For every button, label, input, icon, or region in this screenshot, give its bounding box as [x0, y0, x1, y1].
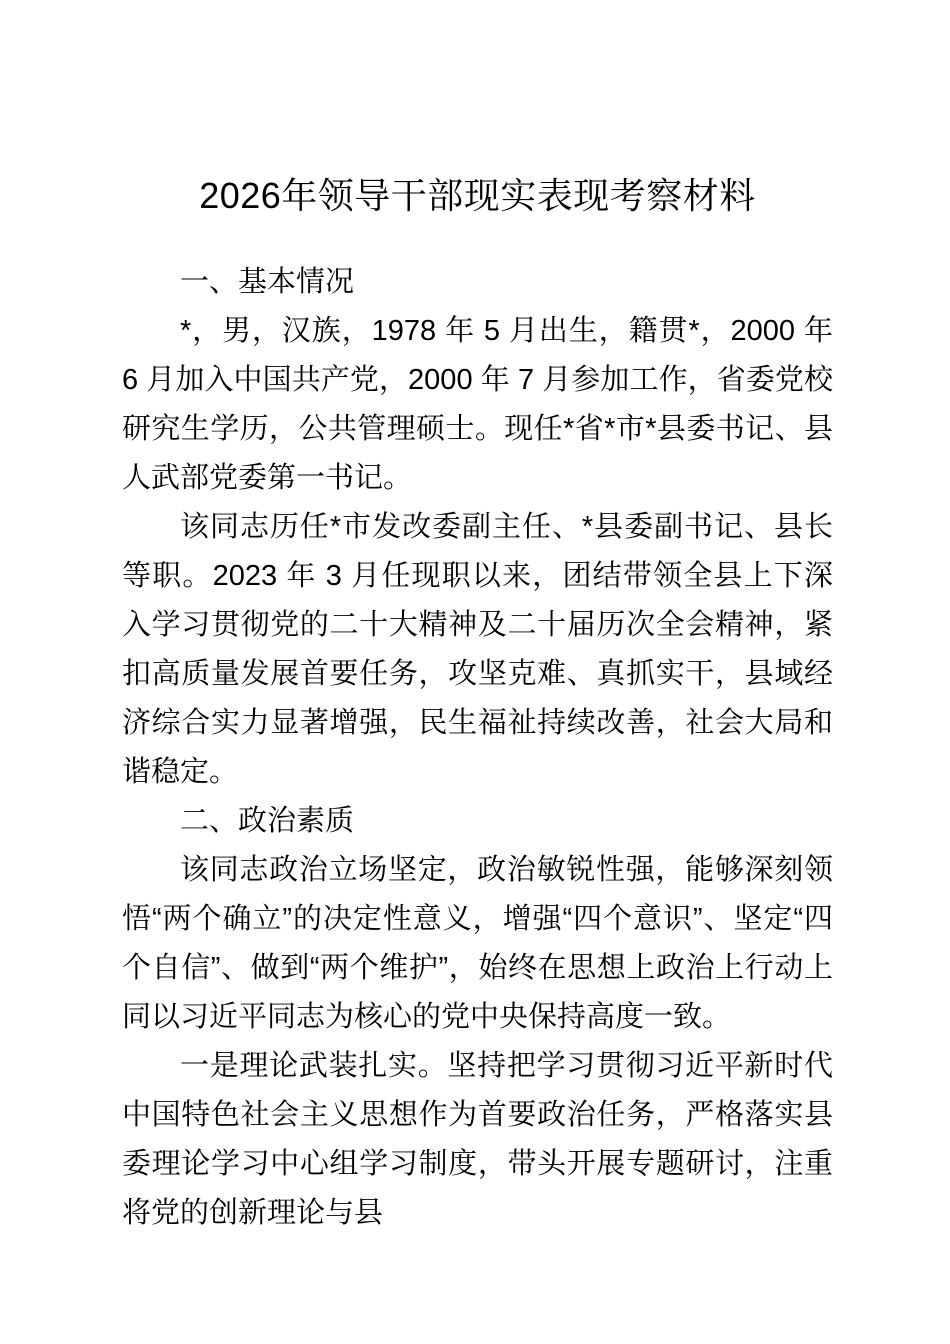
section-heading-2: 二、政治素质	[180, 805, 355, 837]
document-text-flow	[122, 258, 833, 1238]
page-title: 2026年领导干部现实表现考察材料	[199, 175, 756, 216]
paragraph-political-quality: 该同志政治立场坚定，政治敏锐性强，能够深刻领悟“两个确立”的决定性意义，增强“四个意识”、坚定“四个自信”、做到“两个维护”，始终在思想上政治上行动上同以习近平同志为核心的党中央保持高度一致。	[122, 854, 833, 1033]
paragraph-theory-study: 一是理论武装扎实。坚持把学习贯彻习近平新时代中国特色社会主义思想作为首要政治任务，严格落实县委理论学习中心组学习制度，带头开展专题研讨，注重将党的创新理论与县	[122, 1050, 833, 1229]
section-heading-1: 一、基本情况	[180, 266, 355, 298]
paragraph-basic-info: *，男，汉族，1978 年 5 月出生，籍贯*，2000 年 6 月加入中国共产党，2000 年 7 月参加工作，省委党校研究生学历，公共管理硕士。现任*省*市*县委书记、县人武部党委第一书记。	[122, 315, 833, 494]
paragraph-career-history: 该同志历任*市发改委副主任、*县委副书记、县长等职。2023 年 3 月任现职以来，团结带领全县上下深入学习贯彻党的二十大精神及二十届历次全会精神，紧扣高质量发展首要任务，攻坚克难、真抓实干，县域经济综合实力显著增强，民生福祉持续改善，社会大局和谐稳定。	[122, 511, 833, 788]
